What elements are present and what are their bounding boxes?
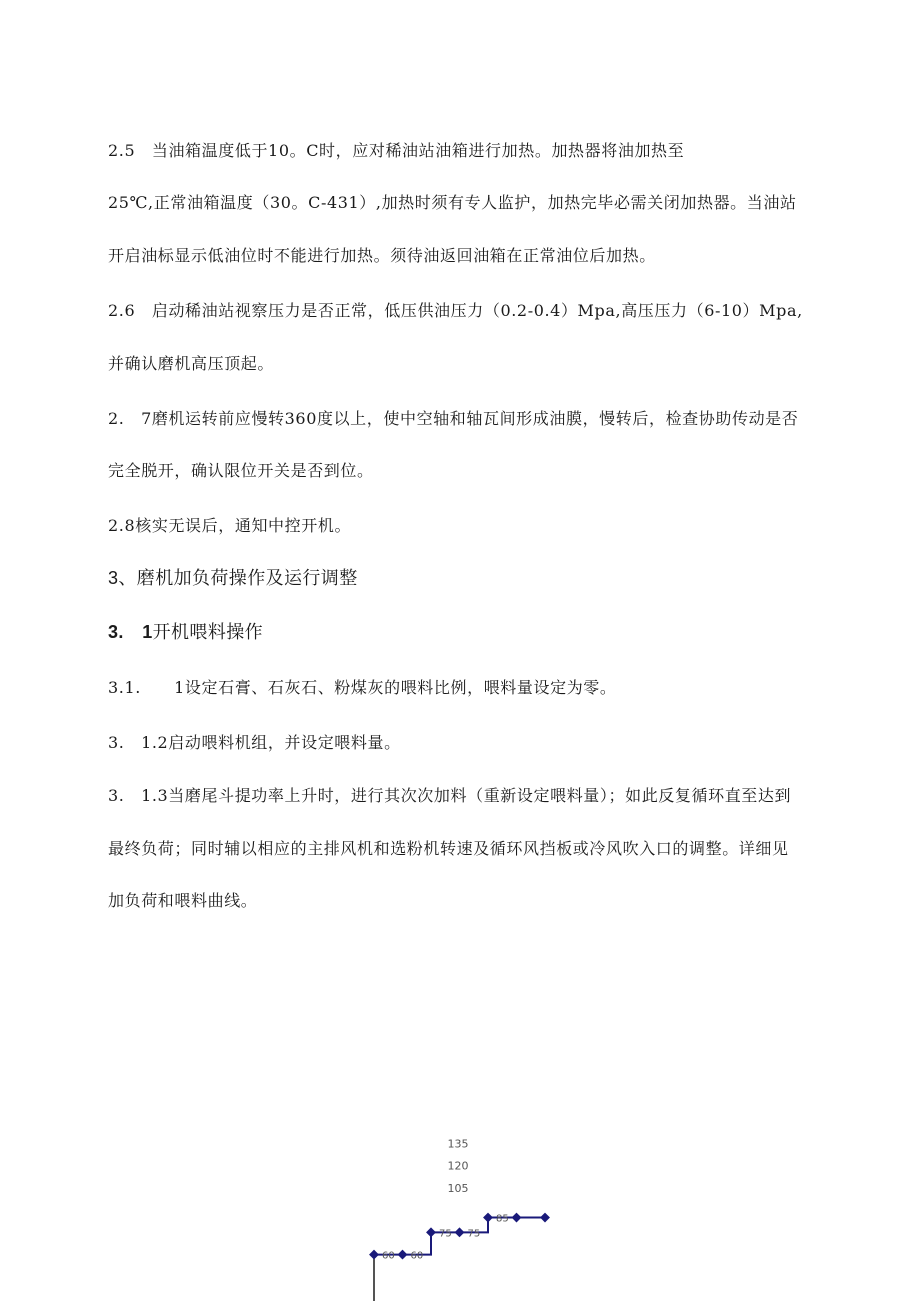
- para-2-6-line-2: 并确认磨机高压顶起。: [108, 354, 275, 373]
- para-2-5-line-3: 开启油标显示低油位时不能进行加热。须待油返回油箱在正常油位后加热。: [108, 246, 656, 265]
- section-3-heading: 3、磨机加负荷操作及运行调整: [108, 568, 358, 588]
- series-point: [398, 1250, 408, 1260]
- para-3-1-1: 3.1. 1设定石膏、石灰石、粉煤灰的喂料比例，喂料量设定为零。: [108, 678, 617, 697]
- para-2-6-line-1: 2.6 启动稀油站视察压力是否正常，低压供油压力（0.2-0.4）Mpa,高压压力（6-10）Mpa,: [108, 301, 803, 320]
- series-point: [483, 1213, 493, 1223]
- para-2-8: 2.8核实无误后，通知中控开机。: [108, 516, 352, 535]
- y-tick-label: 105: [447, 1181, 469, 1195]
- data-label: 60: [382, 1250, 395, 1262]
- y-tick-label: 120: [447, 1159, 469, 1173]
- para-3-1-2: 3. 1.2启动喂料机组，并设定喂料量。: [108, 733, 401, 752]
- data-label: 60: [410, 1250, 424, 1262]
- para-2-7-line-2: 完全脱开，确认限位开关是否到位。: [108, 461, 374, 480]
- section-3-1-title: 开机喂料操作: [152, 622, 264, 642]
- section-3-1-number: 3. 1: [108, 622, 153, 642]
- y-tick-label: 135: [447, 1137, 469, 1151]
- feed-load-chart: [360, 1120, 560, 1301]
- para-3-1-3-line-1: 3. 1.3当磨尾斗提功率上升时，进行其次次加料（重新设定喂料量）；如此反复循环直至达到: [108, 786, 792, 805]
- feed-load-chart-svg: [360, 1120, 560, 1301]
- data-label: 85: [496, 1213, 509, 1225]
- data-label: 75: [439, 1228, 452, 1240]
- series-point: [540, 1213, 550, 1223]
- para-2-7-line-1: 2. 7磨机运转前应慢转360度以上，使中空轴和轴瓦间形成油膜，慢转后，检查协助传动是否: [108, 409, 799, 428]
- series-point: [426, 1227, 436, 1237]
- para-3-1-3-line-3: 加负荷和喂料曲线。: [108, 891, 258, 910]
- section-3-1-heading: [108, 621, 263, 643]
- para-3-1-3-line-2: 最终负荷；同时辅以相应的主排风机和选粉机转速及循环风挡板或冷风吹入口的调整。详细见: [108, 839, 789, 858]
- para-2-5-line-2: 25℃,正常油箱温度（30。C-431）,加热时须有专人监护，加热完毕必需关闭加热器。当油站: [108, 193, 797, 212]
- series-point: [455, 1227, 465, 1237]
- para-2-5-line-1: 2.5 当油箱温度低于10。C时，应对稀油站油箱进行加热。加热器将油加热至: [108, 141, 685, 160]
- series-point: [369, 1250, 379, 1260]
- series-point: [512, 1213, 522, 1223]
- data-label: 75: [467, 1228, 481, 1240]
